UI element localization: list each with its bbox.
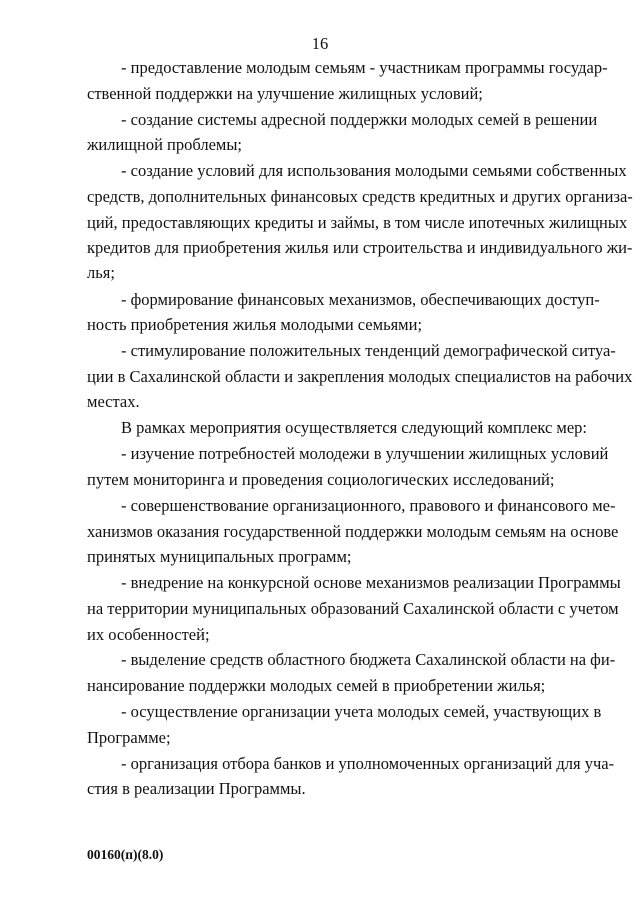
text-line: ции в Сахалинской области и закрепления молодых специалистов на рабочих [87, 367, 633, 386]
document-code: 00160(п)(8.0) [87, 847, 164, 862]
text-line: Программе; [87, 728, 171, 747]
text-line: - предоставление молодым семьям - участникам программы государ- [121, 58, 608, 77]
text-line: средств, дополнительных финансовых средств кредитных и других организа- [87, 187, 633, 206]
text-line: принятых муниципальных программ; [87, 547, 352, 566]
text-line: ственной поддержки на улучшение жилищных условий; [87, 84, 483, 103]
text-line: путем мониторинга и проведения социологических исследований; [87, 470, 555, 489]
text-line: на территории муниципальных образований Сахалинской области с учетом [87, 599, 619, 618]
text-line: - внедрение на конкурсной основе механизмов реализации Программы [121, 573, 621, 592]
text-line: - стимулирование положительных тенденций демографической ситуа- [121, 341, 616, 360]
text-line: кредитов для приобретения жилья или строительства и индивидуального жи- [87, 238, 633, 257]
text-line: - изучение потребностей молодежи в улучшении жилищных условий [121, 444, 609, 463]
text-line: - формирование финансовых механизмов, обеспечивающих доступ- [121, 290, 600, 309]
text-line: нансирование поддержки молодых семей в приобретении жилья; [87, 676, 546, 695]
text-line: их особенностей; [87, 625, 210, 644]
text-line: лья; [87, 263, 115, 282]
text-line: местах. [87, 392, 140, 411]
text-line: - совершенствование организационного, правового и финансового ме- [121, 496, 616, 515]
text-line: стия в реализации Программы. [87, 779, 306, 798]
text-line: - осуществление организации учета молодых семей, участвующих в [121, 702, 602, 721]
text-line: - создание условий для использования молодыми семьями собственных [121, 161, 627, 180]
text-line: жилищной проблемы; [87, 135, 243, 154]
text-line: В рамках мероприятия осуществляется следующий комплекс мер: [121, 418, 588, 437]
text-line: - выделение средств областного бюджета Сахалинской области на фи- [121, 650, 616, 669]
text-line: - создание системы адресной поддержки молодых семей в решении [121, 110, 598, 129]
text-line: ций, предоставляющих кредиты и займы, в том числе ипотечных жилищных [87, 213, 628, 232]
page-number: 16 [311, 34, 329, 53]
text-line: ность приобретения жилья молодыми семьями; [87, 315, 423, 334]
text-line: - организация отбора банков и уполномоченных организаций для уча- [121, 754, 615, 773]
text-line: ханизмов оказания государственной поддержки молодым семьям на основе [87, 522, 619, 541]
